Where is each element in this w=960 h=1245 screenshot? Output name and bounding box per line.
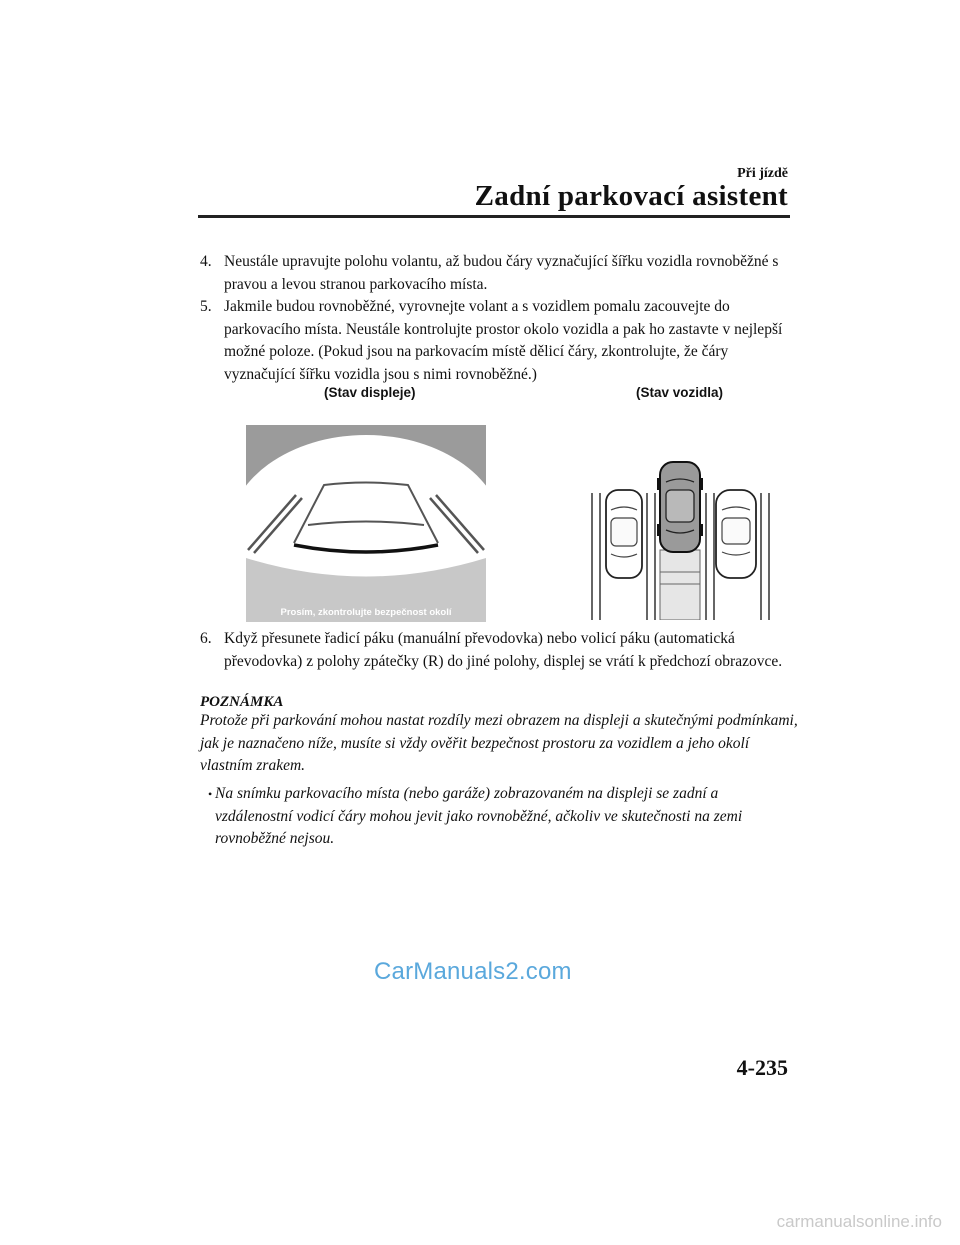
step-5 [200, 296, 800, 386]
step-text: Když přesunete řadicí páku (manuální převodovka) nebo volicí páku (automatická převodovka) z polohy zpátečky (R) do jiné polohy, displej se vrátí k předchozí obrazovce. [224, 630, 783, 670]
figure-label-display: (Stav displeje) [324, 385, 416, 400]
reversing-car [657, 462, 703, 552]
left-parked-car [606, 490, 642, 578]
step-number: 4. [200, 253, 212, 270]
note-bullet-item [208, 783, 798, 851]
bullet-dot: • [208, 787, 213, 801]
step-number: 5. [200, 298, 212, 315]
note-body: Protože při parkování mohou nastat rozdíly mezi obrazem na displeji a skutečnými podmínkami, jak je naznačeno níže, musíte si vždy ověřit bezpečnost prostoru za vozidlem a jeho okolí vlastním zrakem. [200, 712, 798, 774]
rear-camera-display-illustration [246, 425, 486, 622]
display-caption: Prosím, zkontrolujte bezpečnost okolí [280, 607, 452, 618]
right-parked-car [716, 490, 756, 578]
step-4 [200, 251, 800, 296]
parking-vehicle-illustration [588, 460, 776, 620]
step-number: 6. [200, 630, 212, 647]
step-text: Neustále upravujte polohu volantu, až budou čáry vyznačující šířku vozidla rovnoběžné s pravou a levou stranou parkovacího místa. [224, 253, 779, 293]
step-6 [200, 628, 800, 673]
page-title: Zadní parkovací asistent [474, 180, 788, 212]
title-divider [198, 215, 790, 218]
footer-site-watermark: carmanualsonline.info [776, 1212, 942, 1231]
figure-label-vehicle: (Stav vozidla) [636, 385, 724, 400]
step-text: Jakmile budou rovnoběžné, vyrovnejte volant a s vozidlem pomalu zacouvejte do parkovacího místa. Neustále kontrolujte prostor okolo vozidla a pak ho zastavte v nejlepší možné poloze. (Pokud jsou na parkovacím místě dělicí čáry, zkontrolujte, že čáry vyznačující šířku vozidla jsou s nimi rovnoběžné.) [224, 298, 783, 383]
note-heading: POZNÁMKA [200, 694, 284, 710]
section-kicker: Při jízdě [737, 166, 788, 181]
watermark: CarManuals2.com [374, 958, 572, 985]
page-number: 4-235 [736, 1055, 788, 1080]
parking-space [660, 550, 700, 620]
note-bullet-text: Na snímku parkovacího místa (nebo garáže) zobrazovaném na displeji se zadní a vzdálenostní vodicí čáry mohou jevit jako rovnoběžné, ačkoliv ve skutečnosti na zemi rovnoběžné nejsou. [215, 785, 743, 847]
